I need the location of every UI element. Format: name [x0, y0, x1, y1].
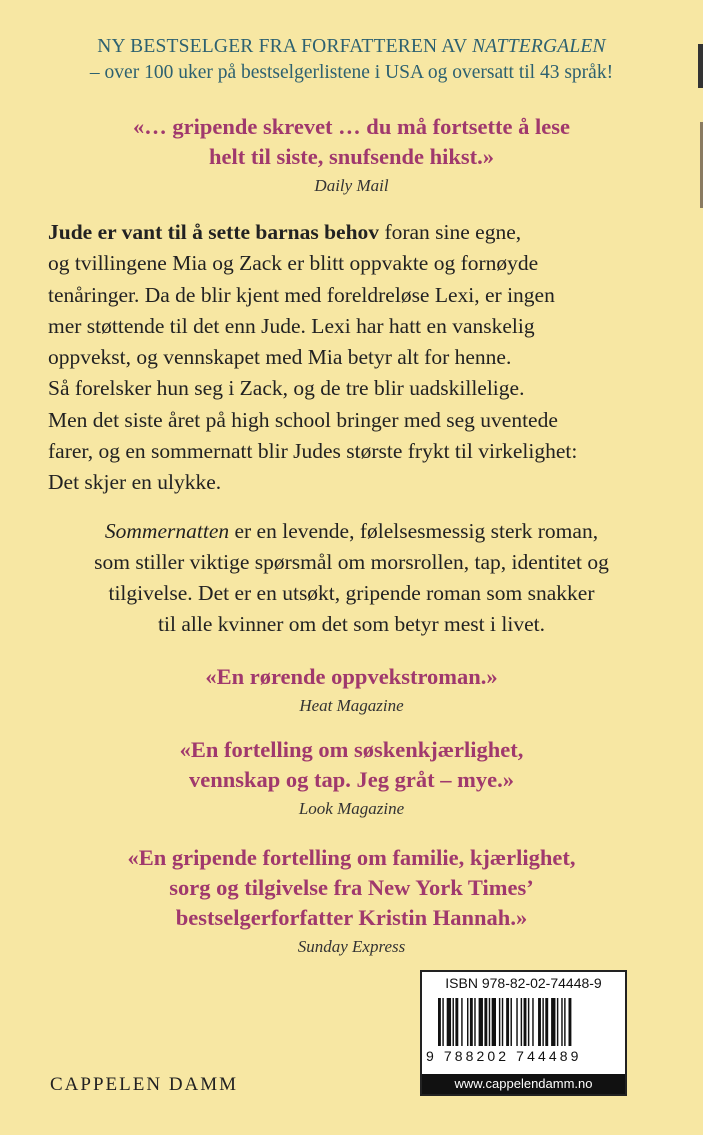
barcode-bars-icon: [438, 998, 612, 1046]
pitch-line-1-rest: er en levende, følelsesmessig sterk roman,: [229, 519, 599, 543]
review-quote-daily-mail: [0, 112, 703, 196]
header-line-1: [0, 36, 703, 58]
review-quote-sunday-express: [0, 843, 703, 957]
header-tagline: [0, 36, 703, 84]
pitch-line: som stiller viktige spørsmål om morsrollen, tap, identitet og: [94, 550, 609, 574]
pitch-line: [0, 516, 703, 547]
review-quote-heat: [0, 662, 703, 716]
isbn-barcode: [420, 970, 627, 1096]
quote-line: sorg og tilgivelse fra New York Times’: [169, 875, 534, 900]
quote-source: Daily Mail: [314, 176, 389, 195]
pitch-line: tilgivelse. Det er en utsøkt, gripende roman som snakker: [108, 581, 595, 605]
pitch-book-title: Sommernatten: [104, 519, 230, 543]
book-pitch: [0, 516, 703, 640]
summary-lead: Jude er vant til å sette barnas behov: [48, 220, 380, 244]
quote-line: vennskap og tap. Jeg gråt – mye.»: [189, 767, 514, 792]
summary-line: Så forelsker hun seg i Zack, og de tre blir uadskillelige.: [48, 376, 525, 401]
quote-source: Look Magazine: [298, 799, 405, 818]
header-line-2: – over 100 uker på bestselgerlistene i USA og oversatt til 43 språk!: [89, 62, 614, 83]
summary-line: oppvekst, og vennskapet med Mia betyr alt for henne.: [48, 345, 512, 370]
header-book-title: NATTERGALEN: [472, 36, 606, 57]
barcode-digits: 9 788202 744489: [426, 1048, 582, 1064]
summary-line: Det skjer en ulykke.: [48, 470, 222, 495]
quote-source: Sunday Express: [297, 937, 406, 956]
quote-line: «… gripende skrevet … du må fortsette å lese: [132, 114, 570, 139]
quote-line: bestselgerforfatter Kristin Hannah.»: [175, 905, 528, 930]
review-quote-look: [0, 735, 703, 819]
publisher-url: www.cappelendamm.no: [422, 1074, 625, 1094]
header-prefix: NY BESTSELGER FRA FORFATTEREN AV: [97, 36, 473, 57]
pitch-line: til alle kvinner om det som betyr mest i livet.: [158, 612, 545, 636]
quote-line: «En fortelling om søskenkjærlighet,: [179, 737, 524, 762]
quote-line: «En gripende fortelling om familie, kjærlighet,: [127, 845, 576, 870]
summary-line: mer støttende til det enn Jude. Lexi har hatt en vanskelig: [48, 313, 535, 338]
summary-line: og tvillingene Mia og Zack er blitt oppvakte og fornøyde: [48, 251, 539, 276]
quote-source: Heat Magazine: [299, 696, 404, 715]
summary-line: Men det siste året på high school bringer med seg uventede: [48, 407, 558, 432]
summary-line-1-rest: foran sine egne,: [379, 220, 522, 244]
summary-line: farer, og en sommernatt blir Judes største frykt til virkelighet:: [48, 439, 578, 464]
quote-line: «En rørende oppvekstroman.»: [205, 664, 498, 689]
quote-line: helt til siste, snufsende hikst.»: [208, 144, 495, 169]
summary-line: tenåringer. Da de blir kjent med foreldreløse Lexi, er ingen: [48, 282, 555, 307]
book-summary: [48, 217, 668, 499]
publisher-logo: CAPPELEN DAMM: [50, 1074, 239, 1095]
summary-line: [48, 217, 668, 248]
isbn-label: ISBN 978-82-02-74448-9: [445, 975, 602, 991]
